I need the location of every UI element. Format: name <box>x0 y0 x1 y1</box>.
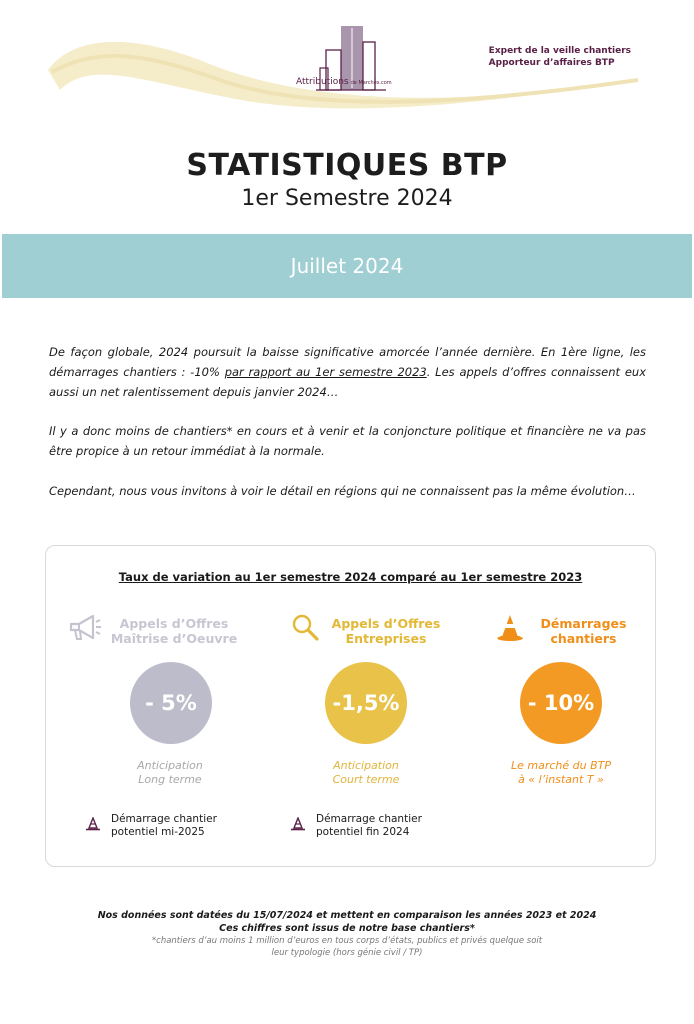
footer-line-4: leur typologie (hors génie civil / TP) <box>271 948 423 958</box>
stat-column-entreprises <box>271 546 461 866</box>
page-title: STATISTIQUES BTP <box>186 148 508 183</box>
logo-text: Attributions de Marchés.com <box>296 77 392 87</box>
megaphone-icon <box>67 613 103 643</box>
potential-start-moe: Démarrage chantier potentiel mi-2025 <box>111 813 217 839</box>
stat-value-circle-moe: - 5% <box>130 662 212 744</box>
stat-value-circle-demarrages: - 10% <box>520 662 602 744</box>
traffic-cone-icon <box>85 817 101 831</box>
stat-value-circle-entreprises: -1,5% <box>325 662 407 744</box>
stat-label-entreprises: Appels d’Offres Entreprises <box>331 616 441 646</box>
tagline <box>489 45 631 69</box>
tagline-line-2: Apporteur d’affaires BTP <box>488 58 615 68</box>
intro-paragraph-3: Cependant, nous vous invitons à voir le détail en régions qui ne connaissent pas la même évolution… <box>49 484 636 498</box>
stats-card-title: Taux de variation au 1er semestre 2024 comparé au 1er semestre 2023 <box>118 570 583 584</box>
date-band <box>2 234 692 298</box>
potential-start-entreprises: Démarrage chantier potentiel fin 2024 <box>316 813 422 839</box>
footer-line-3: *chantiers d’au moins 1 million d’euros en tous corps d’états, publics et privés quelque soit <box>151 936 543 946</box>
stats-card <box>45 545 656 867</box>
stat-header-moe <box>61 611 251 651</box>
stat-label-moe: Appels d’Offres Maîtrise d’Oeuvre <box>110 616 238 646</box>
stat-column-demarrages <box>466 546 656 866</box>
traffic-cone-icon <box>494 613 526 643</box>
tagline-line-1: Expert de la veille chantiers <box>488 46 631 56</box>
stat-note-entreprises: Anticipation Court terme <box>332 759 400 786</box>
traffic-cone-icon <box>290 817 306 831</box>
stat-header-entreprises <box>271 611 461 651</box>
stat-column-moe <box>61 546 251 866</box>
intro-paragraph-1: De façon globale, 2024 poursuit la baisse significative amorcée l’année dernière. En 1ère ligne, les démarrages chantiers : -10% par rapport au 1er semestre 2023. Les appels d’offres connaissent eux aussi un net ralentissement depuis janvier 2024… <box>49 345 647 399</box>
date-band-label: Juillet 2024 <box>290 254 404 278</box>
intro-paragraph-2: Il y a donc moins de chantiers* en cours et à venir et la conjoncture politique et financière ne va pas être propice à un retour immédiat à la normale. <box>49 424 646 458</box>
stat-note-moe: Anticipation Long terme <box>137 759 203 786</box>
stat-header-demarrages <box>466 611 656 651</box>
footer <box>0 909 694 959</box>
footer-line-1: Nos données sont datées du 15/07/2024 et mettent en comparaison les années 2023 et 2024 <box>97 910 597 921</box>
page-subtitle: 1er Semestre 2024 <box>241 186 453 211</box>
footer-line-2: Ces chiffres sont issus de notre base chantiers* <box>219 923 475 934</box>
magnifier-icon <box>291 613 321 643</box>
stat-label-demarrages: Démarrages chantiers <box>540 616 627 646</box>
stat-note-demarrages: Le marché du BTP à « l’instant T » <box>510 759 611 786</box>
